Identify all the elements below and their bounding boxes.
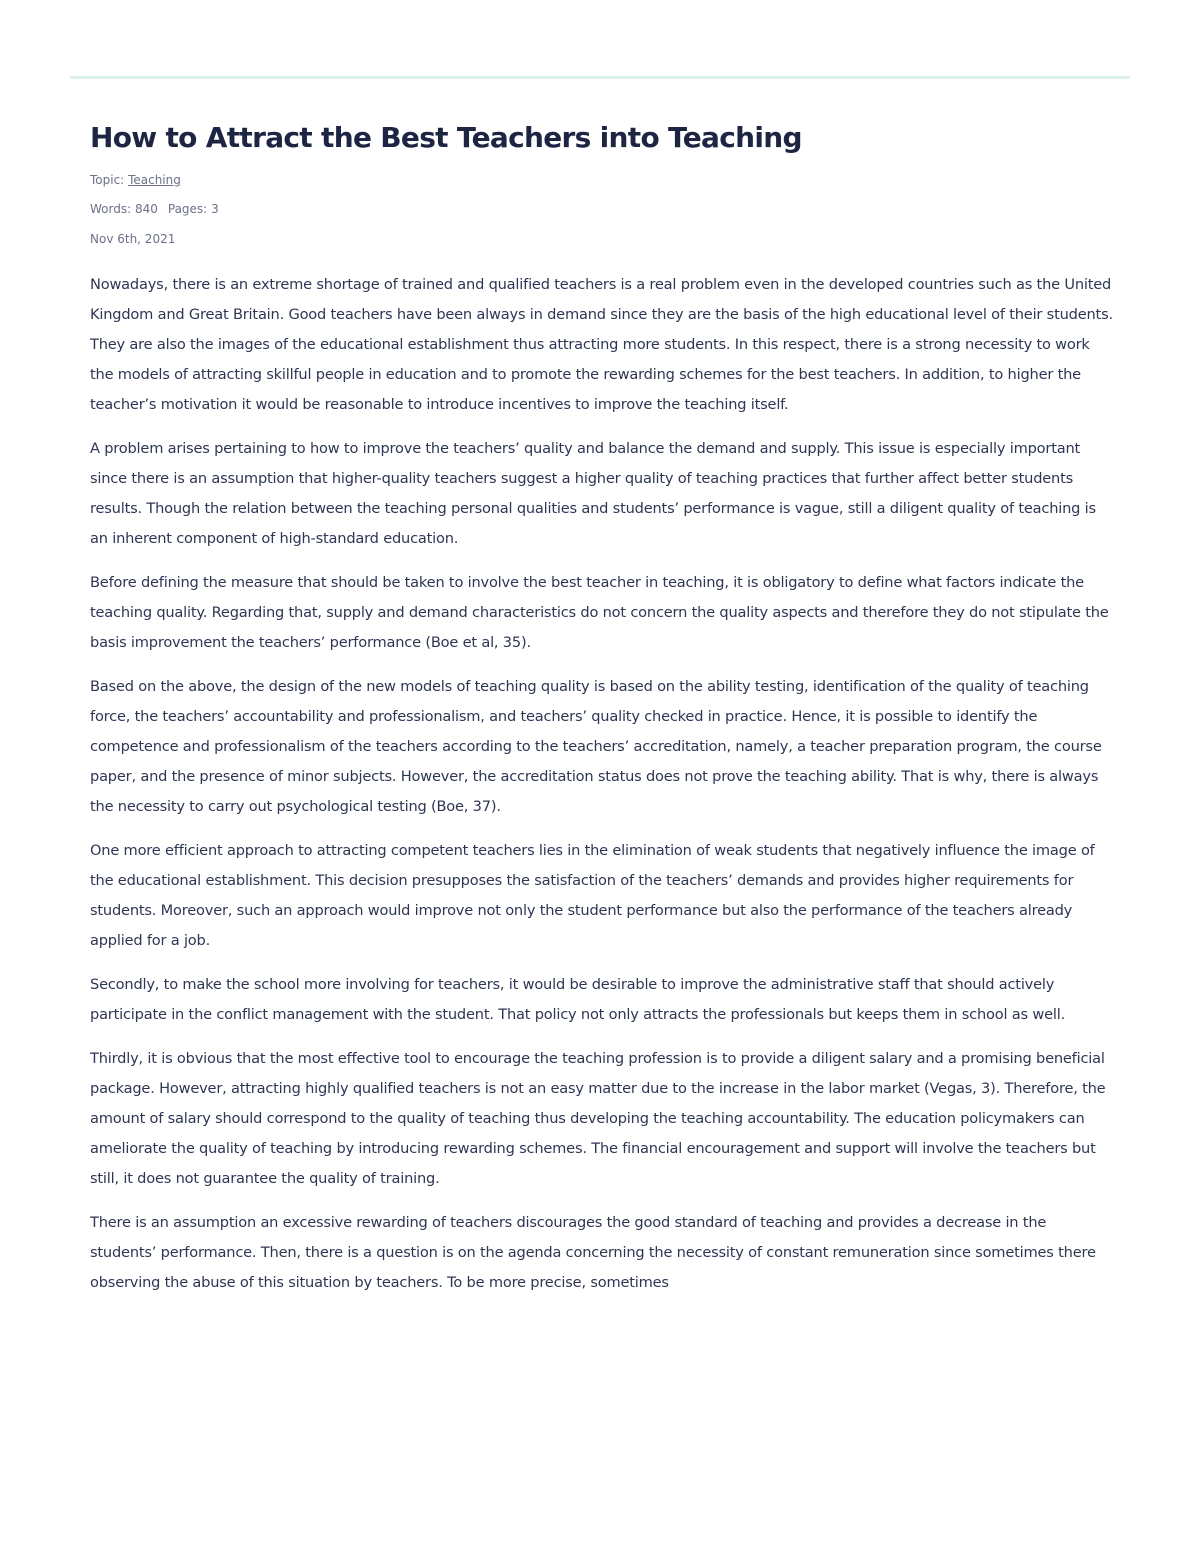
- paragraph: Secondly, to make the school more involving for teachers, it would be desirable to improve the administrative staff that should actively participate in the conflict management with the student. That policy not only attracts the professionals but keeps them in school as well.: [90, 976, 1066, 1023]
- paragraph: Based on the above, the design of the new models of teaching quality is based on the ability testing, identification of the quality of teaching force, the teachers’ accountability and professionalism, and teachers’ quality checked in practice. Hence, it is possible to identify the competence and professionalism of the teachers according to the teachers’ accreditation, namely, a teacher preparation program, the course paper, and the presence of minor subjects. However, the accreditation status does not prove the teaching ability. That is why, there is always the necessity to carry out psychological testing (Boe, 37).: [90, 678, 1102, 815]
- topic-link[interactable]: Teaching: [128, 173, 181, 187]
- paragraph: Before defining the measure that should be taken to involve the best teacher in teaching, it is obligatory to define what factors indicate the teaching quality. Regarding that, supply and demand characteristics do not concern the quality aspects and therefore they do not stipulate the basis improvement the teachers’ performance (Boe et al, 35).: [90, 574, 1109, 651]
- publish-date: Nov 6th, 2021: [90, 232, 176, 246]
- topic-label: Topic:: [90, 173, 125, 187]
- words-value: 840: [134, 202, 158, 216]
- words-label: Words:: [90, 202, 132, 216]
- document-title: How to Attract the Best Teachers into Teaching: [90, 121, 802, 154]
- paragraph: Thirdly, it is obvious that the most effective tool to encourage the teaching profession is to provide a diligent salary and a promising beneficial package. However, attracting highly qualified teachers is not an easy matter due to the increase in the labor market (Vegas, 3). Therefore, the amount of salary should correspond to the quality of teaching thus developing the teaching accountability. The education policymakers can ameliorate the quality of teaching by introducing rewarding schemes. The financial encouragement and support will involve the teachers but still, it does not guarantee the quality of training.: [90, 1050, 1106, 1187]
- topic-line: [90, 172, 181, 188]
- paragraph: A problem arises pertaining to how to improve the teachers’ quality and balance the demand and supply. This issue is especially important since there is an assumption that higher-quality teachers suggest a higher quality of teaching practices that further affect better students results. Though the relation between the teaching personal qualities and students’ performance is vague, still a diligent quality of teaching is an inherent component of high-standard education.: [90, 440, 1096, 547]
- word-page-count: [90, 201, 219, 217]
- document: [90, 118, 1115, 1291]
- header-divider: [70, 76, 1130, 79]
- pages-label: Pages:: [167, 202, 208, 216]
- paragraph: Nowadays, there is an extreme shortage of trained and qualified teachers is a real problem even in the developed countries such as the United Kingdom and Great Britain. Good teachers have been always in demand since they are the basis of the high educational level of their students. They are also the images of the educational establishment thus attracting more students. In this respect, there is a strong necessity to work the models of attracting skillful people in education and to promote the rewarding schemes for the best teachers. In addition, to higher the teacher’s motivation it would be reasonable to introduce incentives to improve the teaching itself.: [90, 276, 1113, 413]
- pages-value: 3: [211, 202, 219, 216]
- paragraph: There is an assumption an excessive rewarding of teachers discourages the good standard of teaching and provides a decrease in the students’ performance. Then, there is a question is on the agenda concerning the necessity of constant remuneration since sometimes there observing the abuse of this situation by teachers. To be more precise, sometimes: [90, 1214, 1096, 1291]
- document-body: [90, 270, 1115, 1312]
- paragraph: One more efficient approach to attracting competent teachers lies in the elimination of weak students that negatively influence the image of the educational establishment. This decision presupposes the satisfaction of the teachers’ demands and provides higher requirements for students. Moreover, such an approach would improve not only the student performance but also the performance of the teachers already applied for a job.: [90, 842, 1095, 949]
